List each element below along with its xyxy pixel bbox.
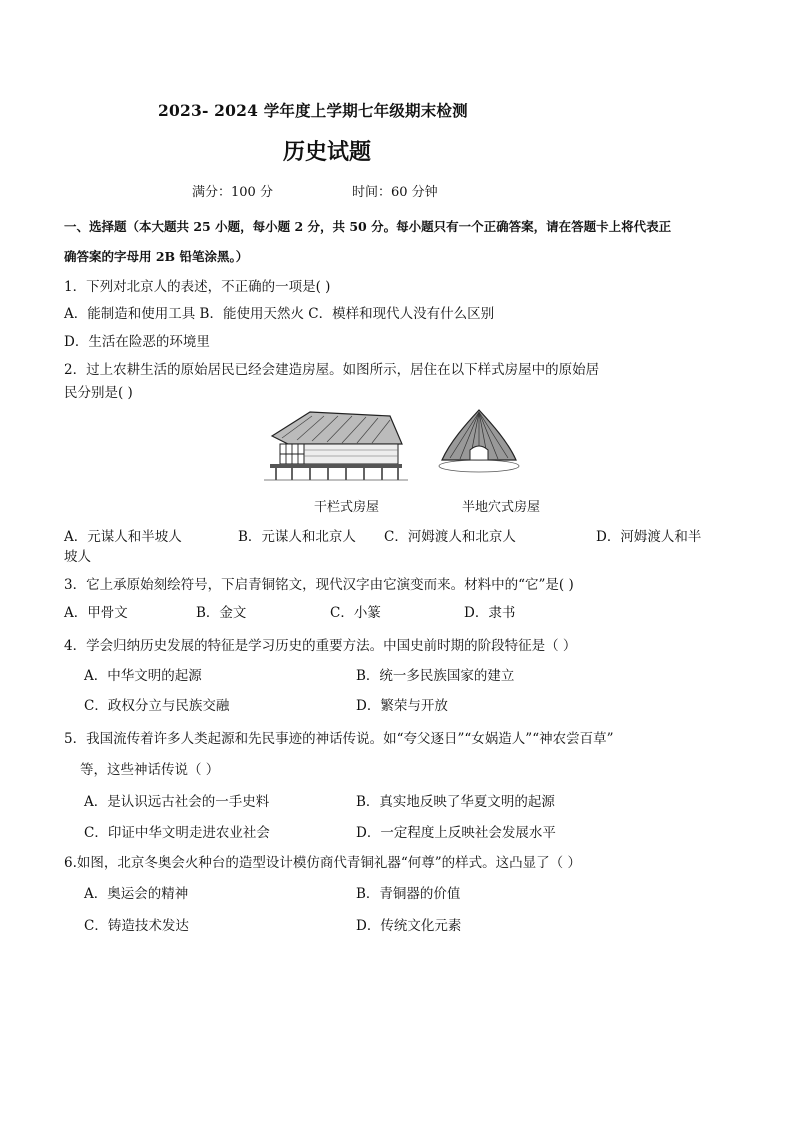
q1-options: A．能制造和使用工具 B．能使用天然火 C．模样和现代人没有什么区别: [64, 306, 495, 322]
q4-stem: 4．学会归纳历史发展的特征是学习历史的重要方法。中国史前时期的阶段特征是（ ）: [64, 638, 577, 654]
q3-option-d: D．隶书: [464, 605, 516, 621]
q1-stem: 1．下列对北京人的表述，不正确的一项是( ): [64, 279, 331, 295]
full-score: 满分：100 分: [192, 185, 273, 200]
exam-title: 2023- 2024 学年度上学期七年级期末检测: [158, 101, 468, 120]
q2-option-b: B．元谋人和北京人: [238, 529, 356, 545]
q3-option-b: B．金文: [196, 605, 247, 621]
q5-option-b: B．真实地反映了华夏文明的起源: [356, 794, 555, 810]
q1-option-d: D．生活在险恶的环境里: [64, 334, 210, 350]
subject-title: 历史试题: [283, 139, 372, 165]
exam-time: 时间：60 分钟: [352, 185, 438, 200]
q5-option-a: A．是认识远古社会的一手史料: [84, 794, 270, 810]
caption-stilt-house: 干栏式房屋: [314, 500, 380, 515]
q2-option-d: D．河姆渡人和半: [596, 529, 702, 545]
stilt-house-image: [262, 408, 410, 482]
q5-option-c: C．印证中华文明走进农业社会: [84, 825, 270, 841]
q2-option-c: C．河姆渡人和北京人: [384, 529, 516, 545]
q5-stem-line1: 5．我国流传着许多人类起源和先民事迹的神话传说。如“夸父逐日”“女娲造人”“神农尝百草”: [64, 731, 614, 747]
q6-option-a: A．奥运会的精神: [84, 886, 189, 902]
q3-option-c: C．小篆: [330, 605, 381, 621]
q3-stem: 3．它上承原始刻绘符号，下启青铜铭文，现代汉字由它演变而来。材料中的“它”是( ): [64, 577, 574, 593]
q4-option-c: C．政权分立与民族交融: [84, 698, 230, 714]
q5-option-d: D．一定程度上反映社会发展水平: [356, 825, 556, 841]
q6-option-d: D．传统文化元素: [356, 918, 462, 934]
q2-stem-line2: 民分别是( ): [64, 385, 133, 401]
q3-option-a: A．甲骨文: [64, 605, 128, 621]
q4-option-d: D．繁荣与开放: [356, 698, 448, 714]
q4-option-a: A．中华文明的起源: [84, 668, 202, 684]
q6-stem: 6.如图，北京冬奥会火种台的造型设计模仿商代青铜礼器“何尊”的样式。这凸显了（ ）: [64, 855, 581, 871]
q4-option-b: B．统一多民族国家的建立: [356, 668, 515, 684]
semi-subterranean-house-image: [436, 406, 522, 478]
section-instruction-line1: 一、选择题（本大题共 25 小题，每小题 2 分，共 50 分。每小题只有一个正确答案，请在答题卡上将代表正: [64, 219, 672, 234]
section-instruction-line2: 确答案的字母用 2B 铅笔涂黑。）: [64, 249, 249, 264]
q6-option-b: B．青铜器的价值: [356, 886, 461, 902]
q6-option-c: C．铸造技术发达: [84, 918, 189, 934]
q2-stem-line1: 2．过上农耕生活的原始居民已经会建造房屋。如图所示，居住在以下样式房屋中的原始居: [64, 362, 600, 378]
q5-stem-line2: 等，这些神话传说（ ）: [80, 762, 220, 778]
q2-option-d-cont: 坡人: [64, 549, 91, 565]
q2-option-a: A．元谋人和半坡人: [64, 529, 182, 545]
caption-semi-subterranean-house: 半地穴式房屋: [462, 500, 541, 515]
